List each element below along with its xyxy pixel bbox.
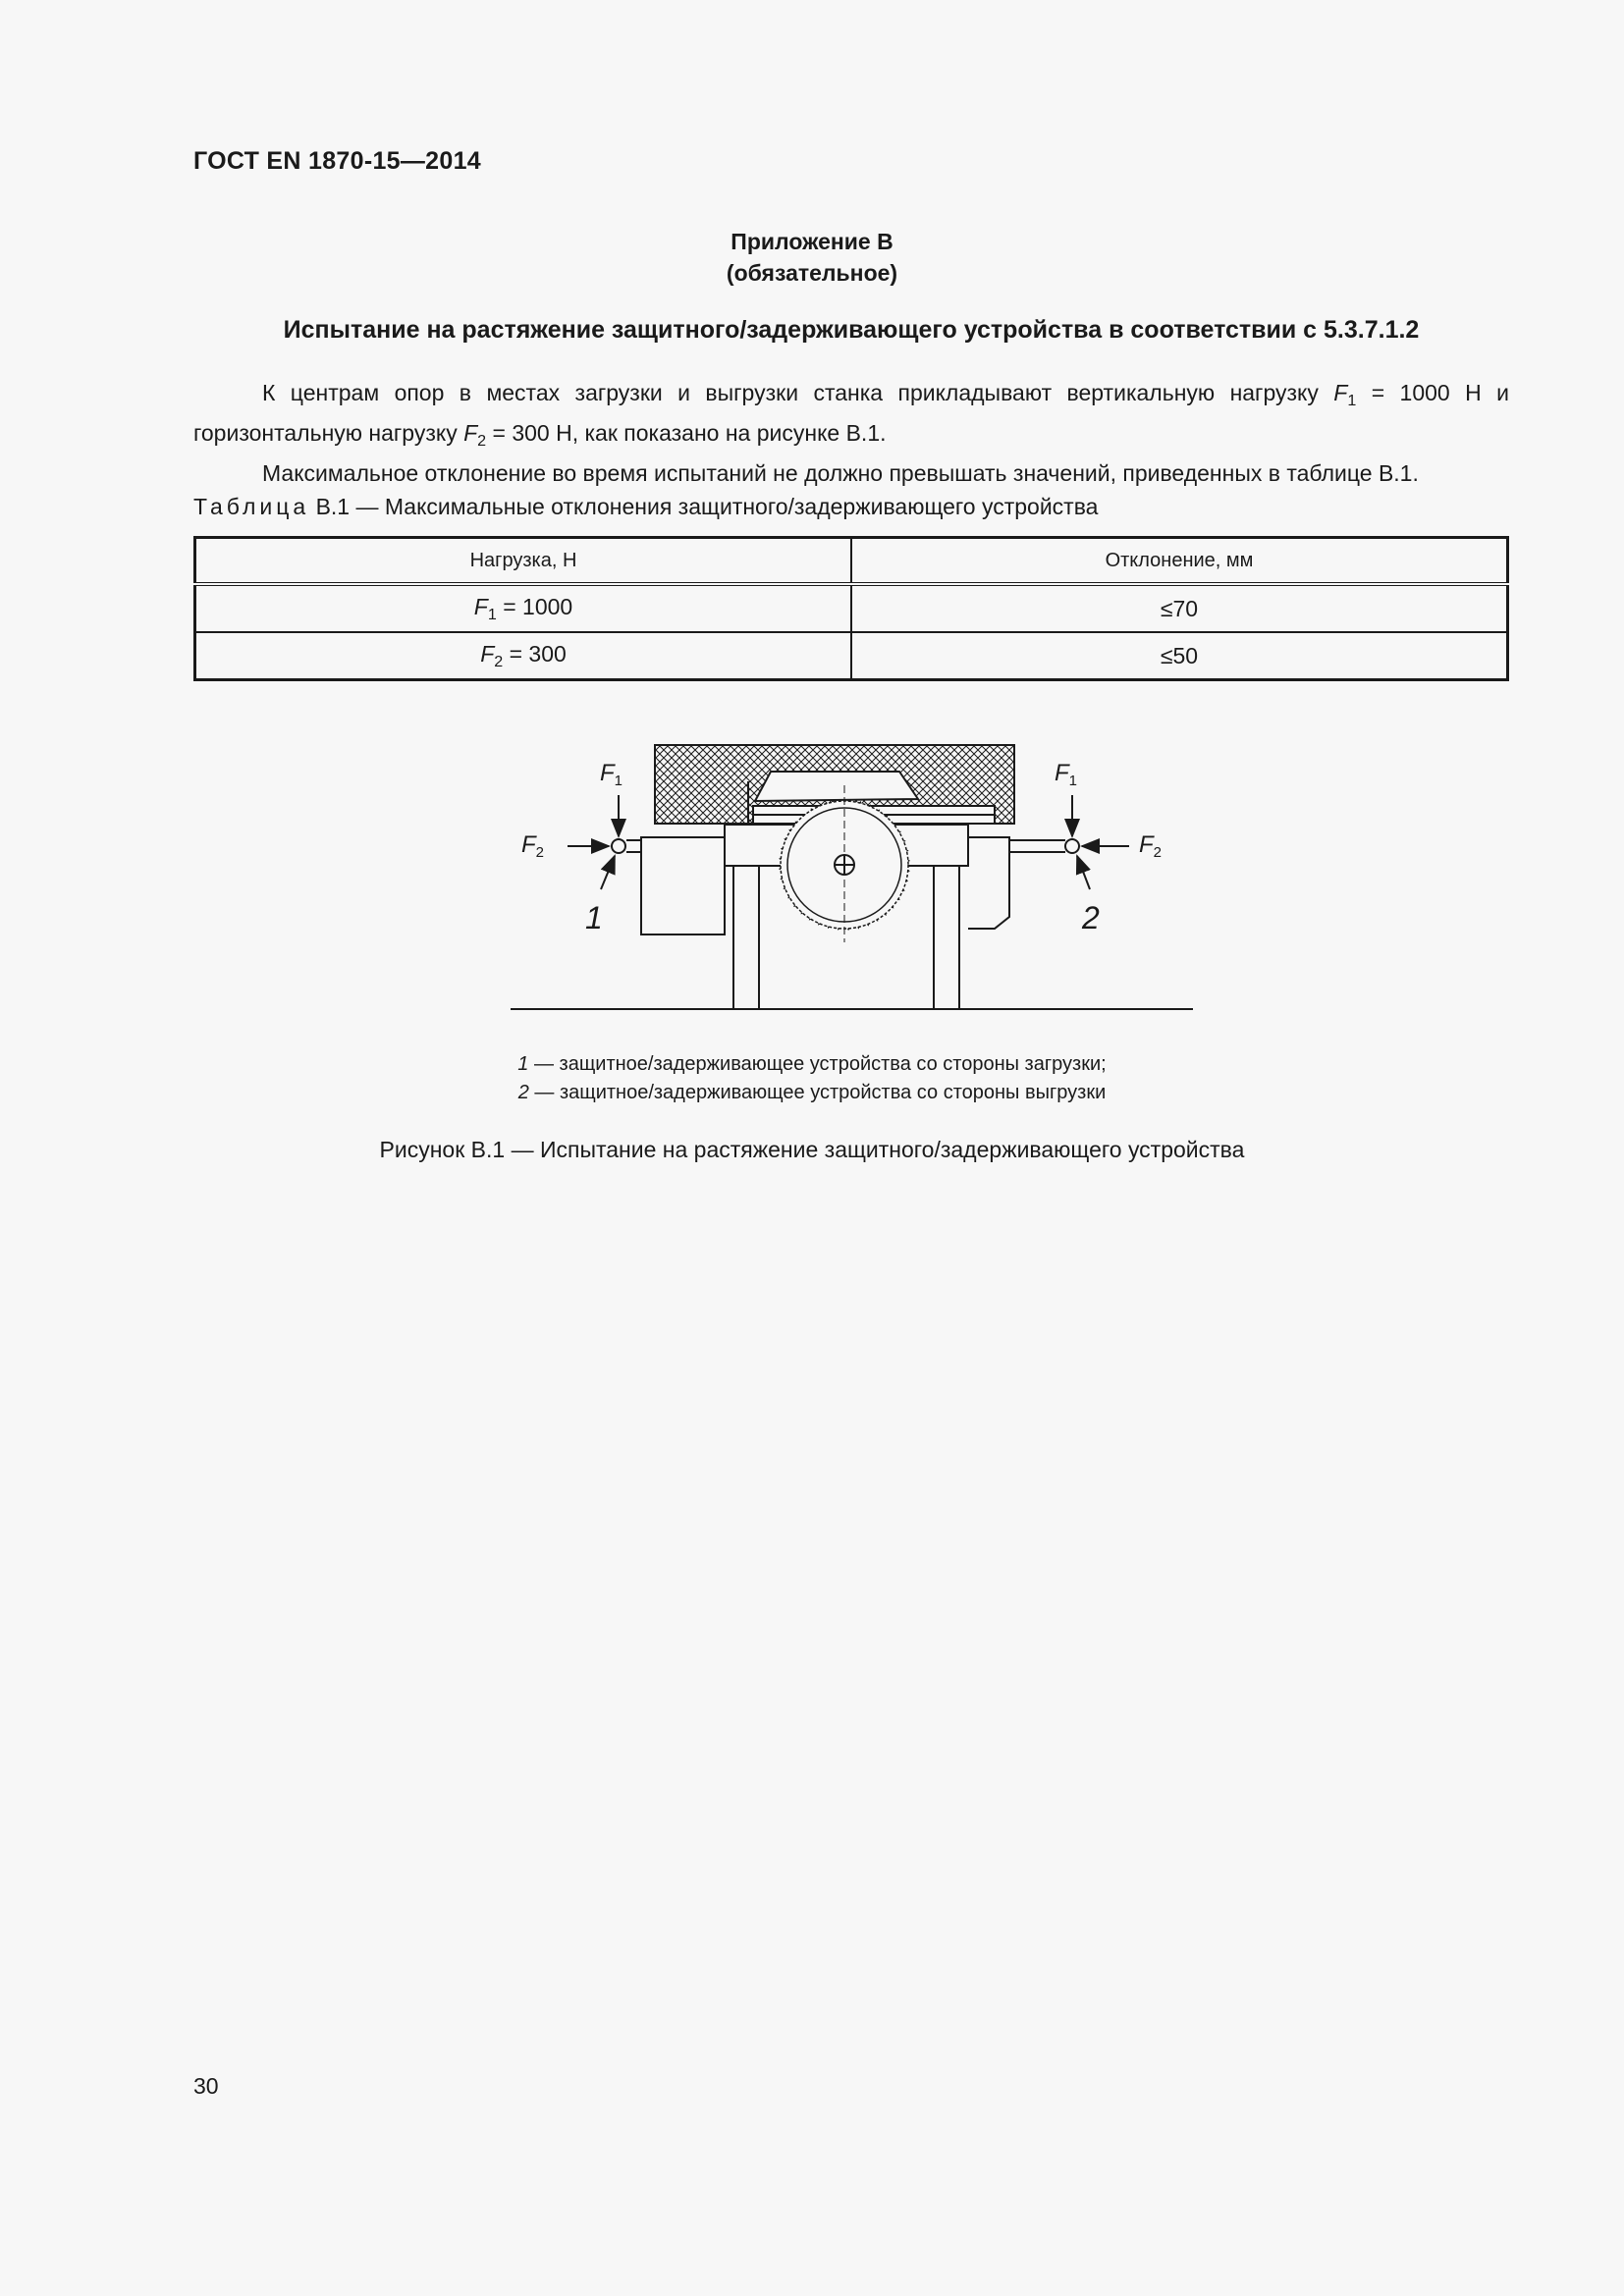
figure-caption: Рисунок В.1 — Испытание на растяжение защитного/задерживающего устройства	[379, 1137, 1245, 1162]
column-header-load: Нагрузка, Н	[195, 538, 852, 585]
annex-status: (обязательное)	[726, 260, 898, 286]
figure-legend	[0, 1050, 1624, 1107]
load-cell: $F_1 = 1000$	[195, 584, 852, 632]
table-caption-text: В.1 — Максимальные отклонения защитного/задерживающего устройства	[309, 494, 1099, 519]
legend-item: 1 — защитное/задерживающее устройства со стороны загрузки;	[517, 1053, 1107, 1075]
infeed-table	[641, 837, 725, 934]
label-f1-right: $F_1$	[1055, 760, 1078, 789]
callout-1: 1	[585, 900, 603, 935]
load-point-right	[1065, 839, 1079, 853]
legend-item: 2 — защитное/задерживающее устройства со стороны выгрузки	[517, 1082, 1107, 1103]
load-cell: $F_2 = 300$	[195, 632, 852, 680]
outfeed-table	[968, 837, 1009, 929]
table-caption-label: Таблица	[193, 494, 310, 519]
table-leg	[934, 866, 959, 1009]
page-number: 30	[193, 2073, 219, 2099]
blade-hood	[755, 772, 918, 801]
label-f2-right: $F_2$	[1139, 831, 1163, 861]
column-header-deflection: Отклонение, мм	[851, 538, 1508, 585]
label-f1-left: $F_1$	[600, 760, 623, 789]
annex-title: Приложение В	[731, 229, 893, 254]
table-leg	[733, 866, 759, 1009]
callout-line-2	[1077, 856, 1090, 889]
deflection-cell: ≤50	[851, 632, 1508, 680]
paragraph-2: Максимальное отклонение во время испытаний не должно превышать значений, приведенных в таблице В.1.	[262, 459, 1419, 486]
callout-line-1	[601, 856, 615, 889]
document-header: ГОСТ EN 1870-15—2014	[193, 147, 481, 175]
paragraph-1: К центрам опор в местах загрузки и выгрузки станка прикладывают вертикальную нагрузку $F_1 = 1000$ Н и горизонтальную нагрузку $F_2 = 300$ Н, как показано на рисунке В.1.	[193, 380, 1509, 450]
deflection-cell: ≤70	[851, 584, 1508, 632]
label-f2-left: $F_2$	[521, 831, 545, 861]
load-point-left	[612, 839, 625, 853]
callout-2: 2	[1082, 900, 1100, 935]
section-title: Испытание на растяжение защитного/задерживающего устройства в соответствии с 5.3.7.1.2	[283, 316, 1420, 344]
